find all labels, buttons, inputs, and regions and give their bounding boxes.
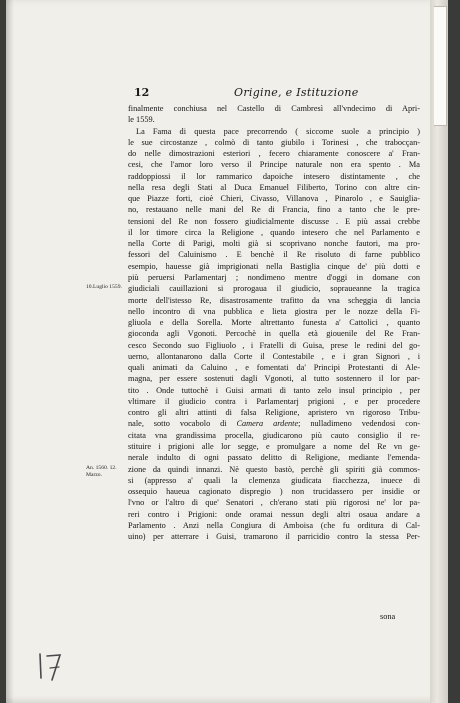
text-line: più peruersi Parlamentarj ; nondimeno mentre d'oggi in domane con [128, 272, 420, 282]
text-line: gliuola e della Sorella. Morte altrettanto funesta a' Cattolici , quanto [128, 318, 420, 328]
text-line: ossequio haueua cagionato dispregio ) non trucidassero per insidie or [128, 487, 420, 497]
text-line: nello incontro di vna pubblica e lieta giostra per le nozze della Fi- [128, 306, 420, 316]
catchword: sona [380, 612, 396, 621]
italic-phrase: Camera ardente [236, 419, 299, 429]
text-line: magna, per essere sostenuti dagli Vgonoti, al tutto sostennero il lor par- [128, 374, 420, 384]
text-line: citata vna grandissima procella, giudicarono più cauto consiglio il re- [128, 430, 420, 440]
text-line: uino) per atterrare i Guisi, tramarono il parricidio contro la stessa Per- [128, 532, 420, 542]
text-line: quali animati da Caluino , e fomentati da' Principi Protestanti di Ale- [128, 363, 420, 373]
text-line: stituire i prigioni alle lor segge, e promulgare a nome del Re vn ge- [128, 441, 420, 451]
text-line: Parlamento . Anzi nella Congiura di Amboisa (che fu orditura di Cal- [128, 520, 420, 530]
text-line: morte dell'istesso Re, disastrosamente trafitto da vna scheggia di lancia [128, 295, 420, 305]
text-line: le 1559. [128, 115, 155, 125]
handwritten-mark-icon [34, 648, 74, 688]
page-edge-tab [434, 6, 447, 126]
text-line: vltimare il giudicio contra i Parlamentarj prigioni , e per procedere [128, 396, 420, 406]
margin-note: An. 1560. 12. Marzo. [86, 464, 117, 478]
text-line: l'vno or l'altro di que' Senatori , ch'erano stati più rigorosi ne' lor pa- [128, 498, 420, 508]
page-gutter-shadow [6, 0, 14, 703]
text-line: zione da quindi innanzi. Nè questo bastò, perchè gli spiriti già commos- [128, 464, 420, 474]
text-line: tito . Onde tuttochè i Guisi armati di tanto zelo insul principio , per [128, 385, 420, 395]
text-line: raddoppiossi il lor rammarico dapoiche intesero distintamente , che [128, 171, 420, 181]
text-line: que Piazze forti, cioè Chieri, Civasso, Villanova , Pinarolo , e Sauiglia- [128, 194, 420, 204]
text-line: fessori del Caluinismo . E benchè il Re risoluto di farne pubblico [128, 250, 420, 260]
text-line: reri contro i Prigioni: onde oramai nessun degli altri osaua andare a [128, 509, 420, 519]
text-line: nerale indulto di ogni passato delitto di Religione, mediante l'emenda- [128, 453, 420, 463]
text-line: cesi, che l'amor loro verso il Principe naturale non era spento . Ma [128, 160, 420, 170]
page-title: Origine, e Istituzione [234, 86, 359, 99]
text-line: tensioni del Re non fossero giudicialmente discusse . E più assai crebbe [128, 216, 420, 226]
text-line: le sue circostanze , colmò di tanto giubilo i Torinesi , che trabocçan- [128, 137, 420, 147]
text-line: esempio, hauesse già imprigionati nella Bastiglia cinque de' più dotti e [128, 261, 420, 271]
body-text [128, 103, 420, 542]
text-line: finalmente conchiusa nel Castello di Cambresì all'vndecimo di Apri- [128, 104, 420, 113]
text-line: giudiciali cauillazioni si prorogaua il giudicio, sopraueanne la tragica [128, 284, 420, 294]
text-line: il lor timore circa la Religione , quando intesero che nel Parlamento e [128, 227, 420, 237]
text-line: La Fama di questa pace precorrendo ( siccome suole a principio ) [136, 126, 420, 136]
book-page [6, 0, 446, 703]
text-line: gioconda agli Vgonoti. Percochè in quella età giouenile del Re Fran- [128, 329, 420, 339]
text-line: cesco Secondo suo Figliuolo , i Fratelli di Guisa, prese le redini del go- [128, 340, 420, 350]
text-line: nella Corte di Parigi, molti già si scoprivano nonche fautori, ma pro- [128, 239, 420, 249]
handwritten-page-mark [34, 648, 74, 688]
margin-note: 10.Luglio 1559. [86, 284, 122, 291]
text-line: nale, sotto vocabolo di Camera ardente; nulladimeno vedendosi con- [128, 419, 420, 429]
text-line: contro gli altri attinti di falsa Religione, apristero vn rigoroso Tribu- [128, 408, 420, 418]
text-line: uerno, allontanarono dalla Corte il Contestabile , e i gran Signori , i [128, 351, 420, 361]
text-line: do nelle dimostrazioni esteriori , fecero chiaramente conoscere a' Fran- [128, 149, 420, 159]
page-number: 12 [134, 86, 150, 99]
text-line: si (appresso a' quali la clemenza giudicata fiacchezza, inuece di [128, 475, 420, 485]
text-line: nella resa degli Stati al Duca Emanuel Filiberto, Torino con altre cin- [128, 182, 420, 192]
text-line: no, restauano nelle mani del Re di Francia, fino a tanto che le pre- [128, 205, 420, 215]
